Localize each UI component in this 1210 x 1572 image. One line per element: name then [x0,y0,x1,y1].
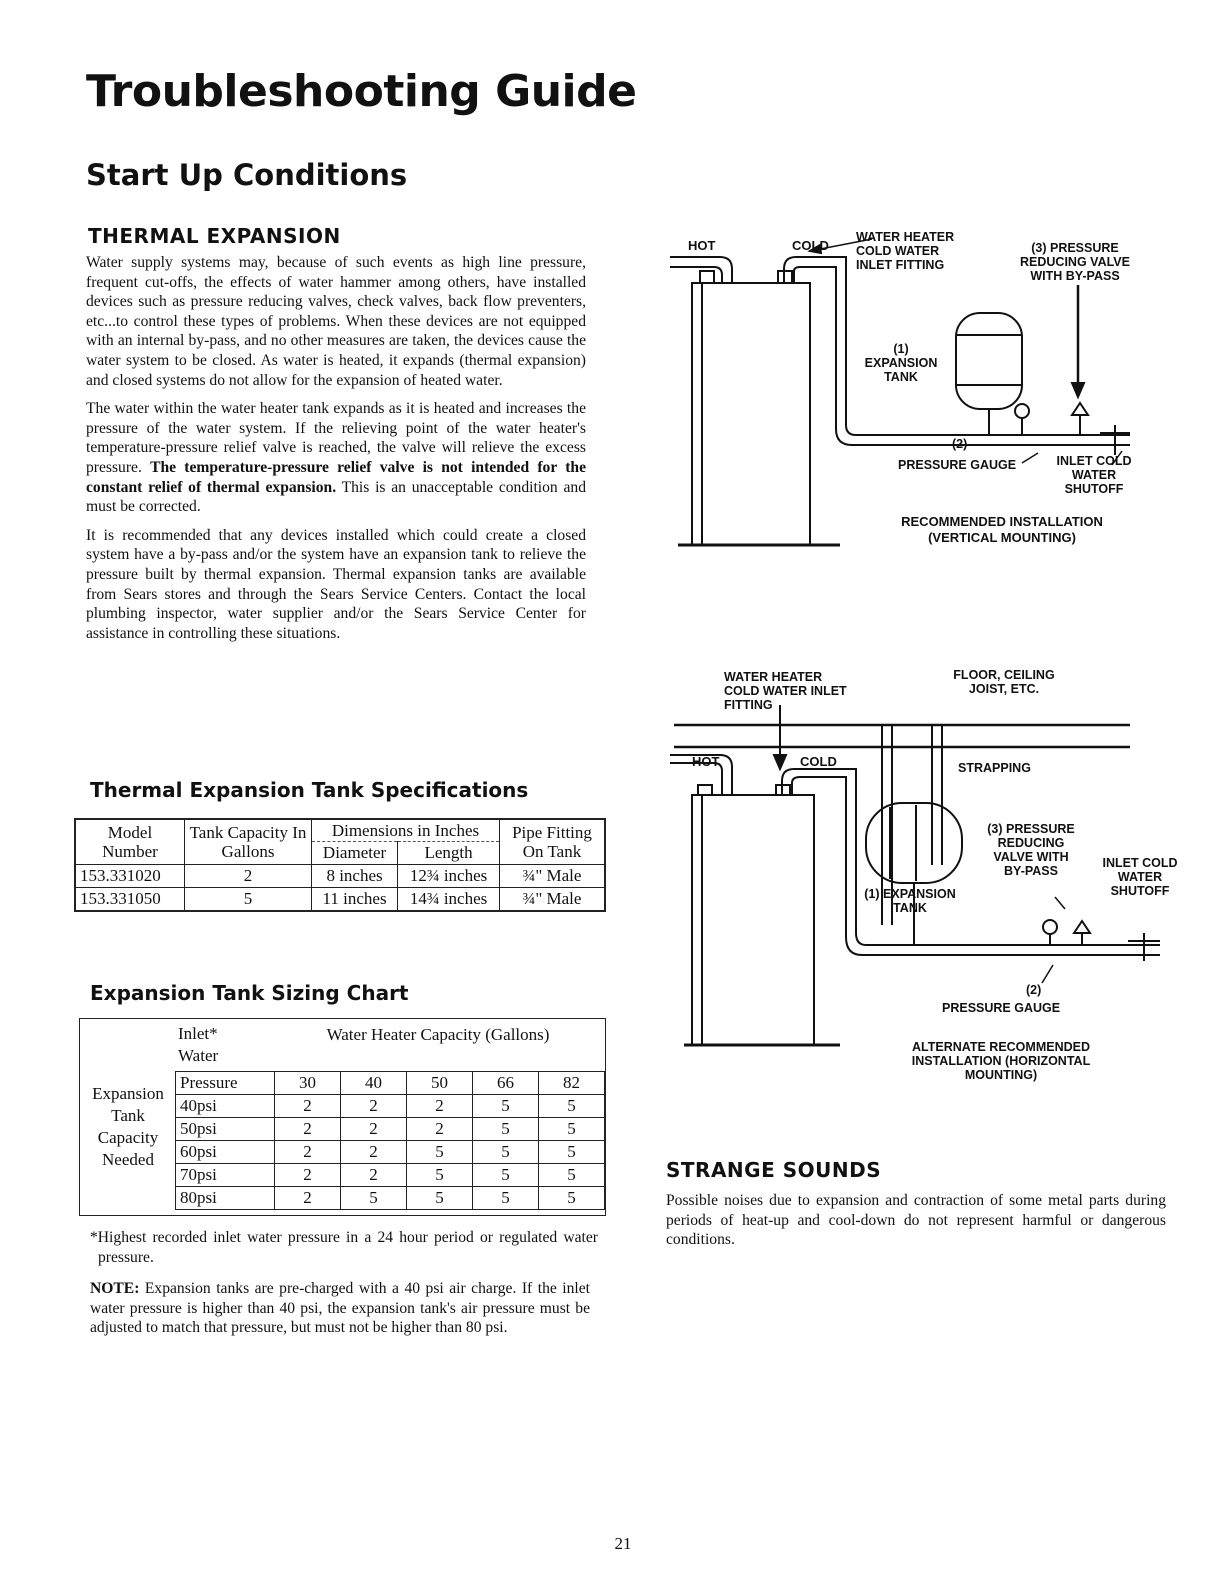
inlet-fitting-label: WATER HEATER COLD WATER INLET FITTING [724,670,847,712]
expansion-tank-shape [956,313,1022,409]
page-number: 21 [614,1534,632,1553]
hot-label: HOT [688,238,716,253]
pressure-gauge-label: PRESSURE GAUGE [942,1001,1061,1015]
shutoff-label: INLET COLD WATER SHUTOFF [1056,454,1132,496]
expansion-tank-label: (1) EXPANSION TANK [864,887,956,915]
sizing-table: Pressure 30 40 50 66 82 40psi 2 2 2 5 5 50psi 2 2 2 5 5 60psi 2 2 5 5 5 70psi 2 2 5 5 5 80psi 2 5 5 5 5 [175,1071,605,1210]
page-title: Troubleshooting Guide [86,66,637,117]
sizing-inlet-label: Inlet* Water [178,1024,219,1065]
spec-header-dimensions: Dimensions in Inches [312,819,500,842]
pressure-gauge-label: PRESSURE GAUGE [898,458,1017,472]
strange-sounds-heading: STRANGE SOUNDS [666,1158,882,1182]
sizing-chart [79,1018,606,1216]
floor-joist-label: FLOOR, CEILING JOIST, ETC. [953,668,1055,696]
inlet-fitting-label: WATER HEATER COLD WATER INLET FITTING [856,230,955,272]
table-row: 40psi 2 2 2 5 5 [176,1095,605,1118]
sizing-pressure-header: Pressure [176,1072,275,1095]
thermal-paragraph-3: It is recommended that any devices installed which could create a closed system have a by-pass and/or the system have an expansion tank to relieve the pressure built by thermal expansion. Thermal expansion tanks are available from Sears stores and through the Sears Service Centers. Contact the local plumbing inspector, water supplier and/or the Sears Service Center for assistance in controlling these situations. [86,526,586,642]
vertical-mounting-diagram [660,225,1210,555]
thermal-paragraph-1: Water supply systems may, because of such events as high line pressure, frequent cut-offs, the effects of water hammer among others, have installed devices such as pressure reducing valves, check valves, back flow preventers, etc...to control these types of problems. When these devices are not equipped with an internal by-pass, and no other measures are taken, the devices cause the water system to be closed. As water is heated, it expands (thermal expansion) and closed systems do not allow for the expansion of heated water. [86,254,586,389]
strapping-label: STRAPPING [958,761,1031,775]
table-row: 153.331020 2 8 inches 12¾ inches ¾" Male [75,865,605,888]
expansion-tank-shape [866,803,962,883]
spec-header-diameter: Diameter [312,842,398,865]
gauge-number: (2) [952,437,968,451]
thermal-expansion-text [86,253,586,643]
spec-table-heading: Thermal Expansion Tank Specifications [90,778,529,802]
table-row: 70psi 2 2 5 5 5 [176,1164,605,1187]
sizing-note: NOTE: Expansion tanks are pre-charged with a 40 psi air charge. If the inlet water pressure is higher than 40 psi, the expansion tank's air pressure must be adjusted to match that pressure, but must not be higher than 80 psi. [90,1280,590,1337]
spec-header-length: Length [398,842,500,865]
spec-table [74,818,606,912]
cold-label: COLD [792,238,829,253]
horizontal-mounting-diagram [660,665,1205,1082]
vertical-caption: RECOMMENDED INSTALLATION (VERTICAL MOUNTING) [901,514,1103,545]
sizing-row-label: Expansion Tank Capacity Needed [92,1084,164,1169]
thermal-expansion-heading: THERMAL EXPANSION [88,224,341,248]
table-row: 50psi 2 2 2 5 5 [176,1118,605,1141]
spec-header-fitting: Pipe Fitting On Tank [500,819,606,865]
thermal-paragraph-2: The water within the water heater tank expands as it is heated and increases the pressure of the water system. If the relieving point of the water heater's temperature-pressure relief valve is reached, the valve will relieve the excess pressure. The temperature-pressure relief valve is not intended for the constant relief of thermal expansion. This is an unacceptable condition and must be corrected. [86,400,587,516]
cold-label: COLD [800,754,837,769]
section-title: Start Up Conditions [86,158,408,192]
sizing-chart-heading: Expansion Tank Sizing Chart [90,981,409,1005]
spec-header-capacity: Tank Capacity In Gallons [185,819,312,865]
prv-label: (3) PRESSURE REDUCING VALVE WITH BY-PASS [987,822,1075,878]
sizing-footnote: *Highest recorded inlet water pressure in a 24 hour period or regulated water pressure. [90,1229,598,1266]
table-row: 153.331050 5 11 inches 14¾ inches ¾" Male [75,888,605,912]
water-heater-tank [692,283,810,545]
hot-label: HOT [692,754,720,769]
sizing-capacity-label: Water Heater Capacity (Gallons) [326,1025,550,1044]
strange-sounds-text: Possible noises due to expansion and contraction of some metal parts during periods of heat-up and cool-down do not represent harmful or dangerous conditions. [666,1192,1166,1249]
water-heater-tank [692,795,814,1045]
horizontal-caption: ALTERNATE RECOMMENDED INSTALLATION (HORIZONTAL MOUNTING) [911,1040,1091,1082]
table-row: 80psi 2 5 5 5 5 [176,1187,605,1210]
shutoff-label: INLET COLD WATER SHUTOFF [1102,856,1178,898]
table-row: 60psi 2 2 5 5 5 [176,1141,605,1164]
expansion-tank-label: (1) EXPANSION TANK [864,342,938,384]
spec-header-model: Model Number [75,819,185,865]
prv-label: (3) PRESSURE REDUCING VALVE WITH BY-PASS [1020,241,1130,283]
gauge-number: (2) [1026,983,1042,997]
